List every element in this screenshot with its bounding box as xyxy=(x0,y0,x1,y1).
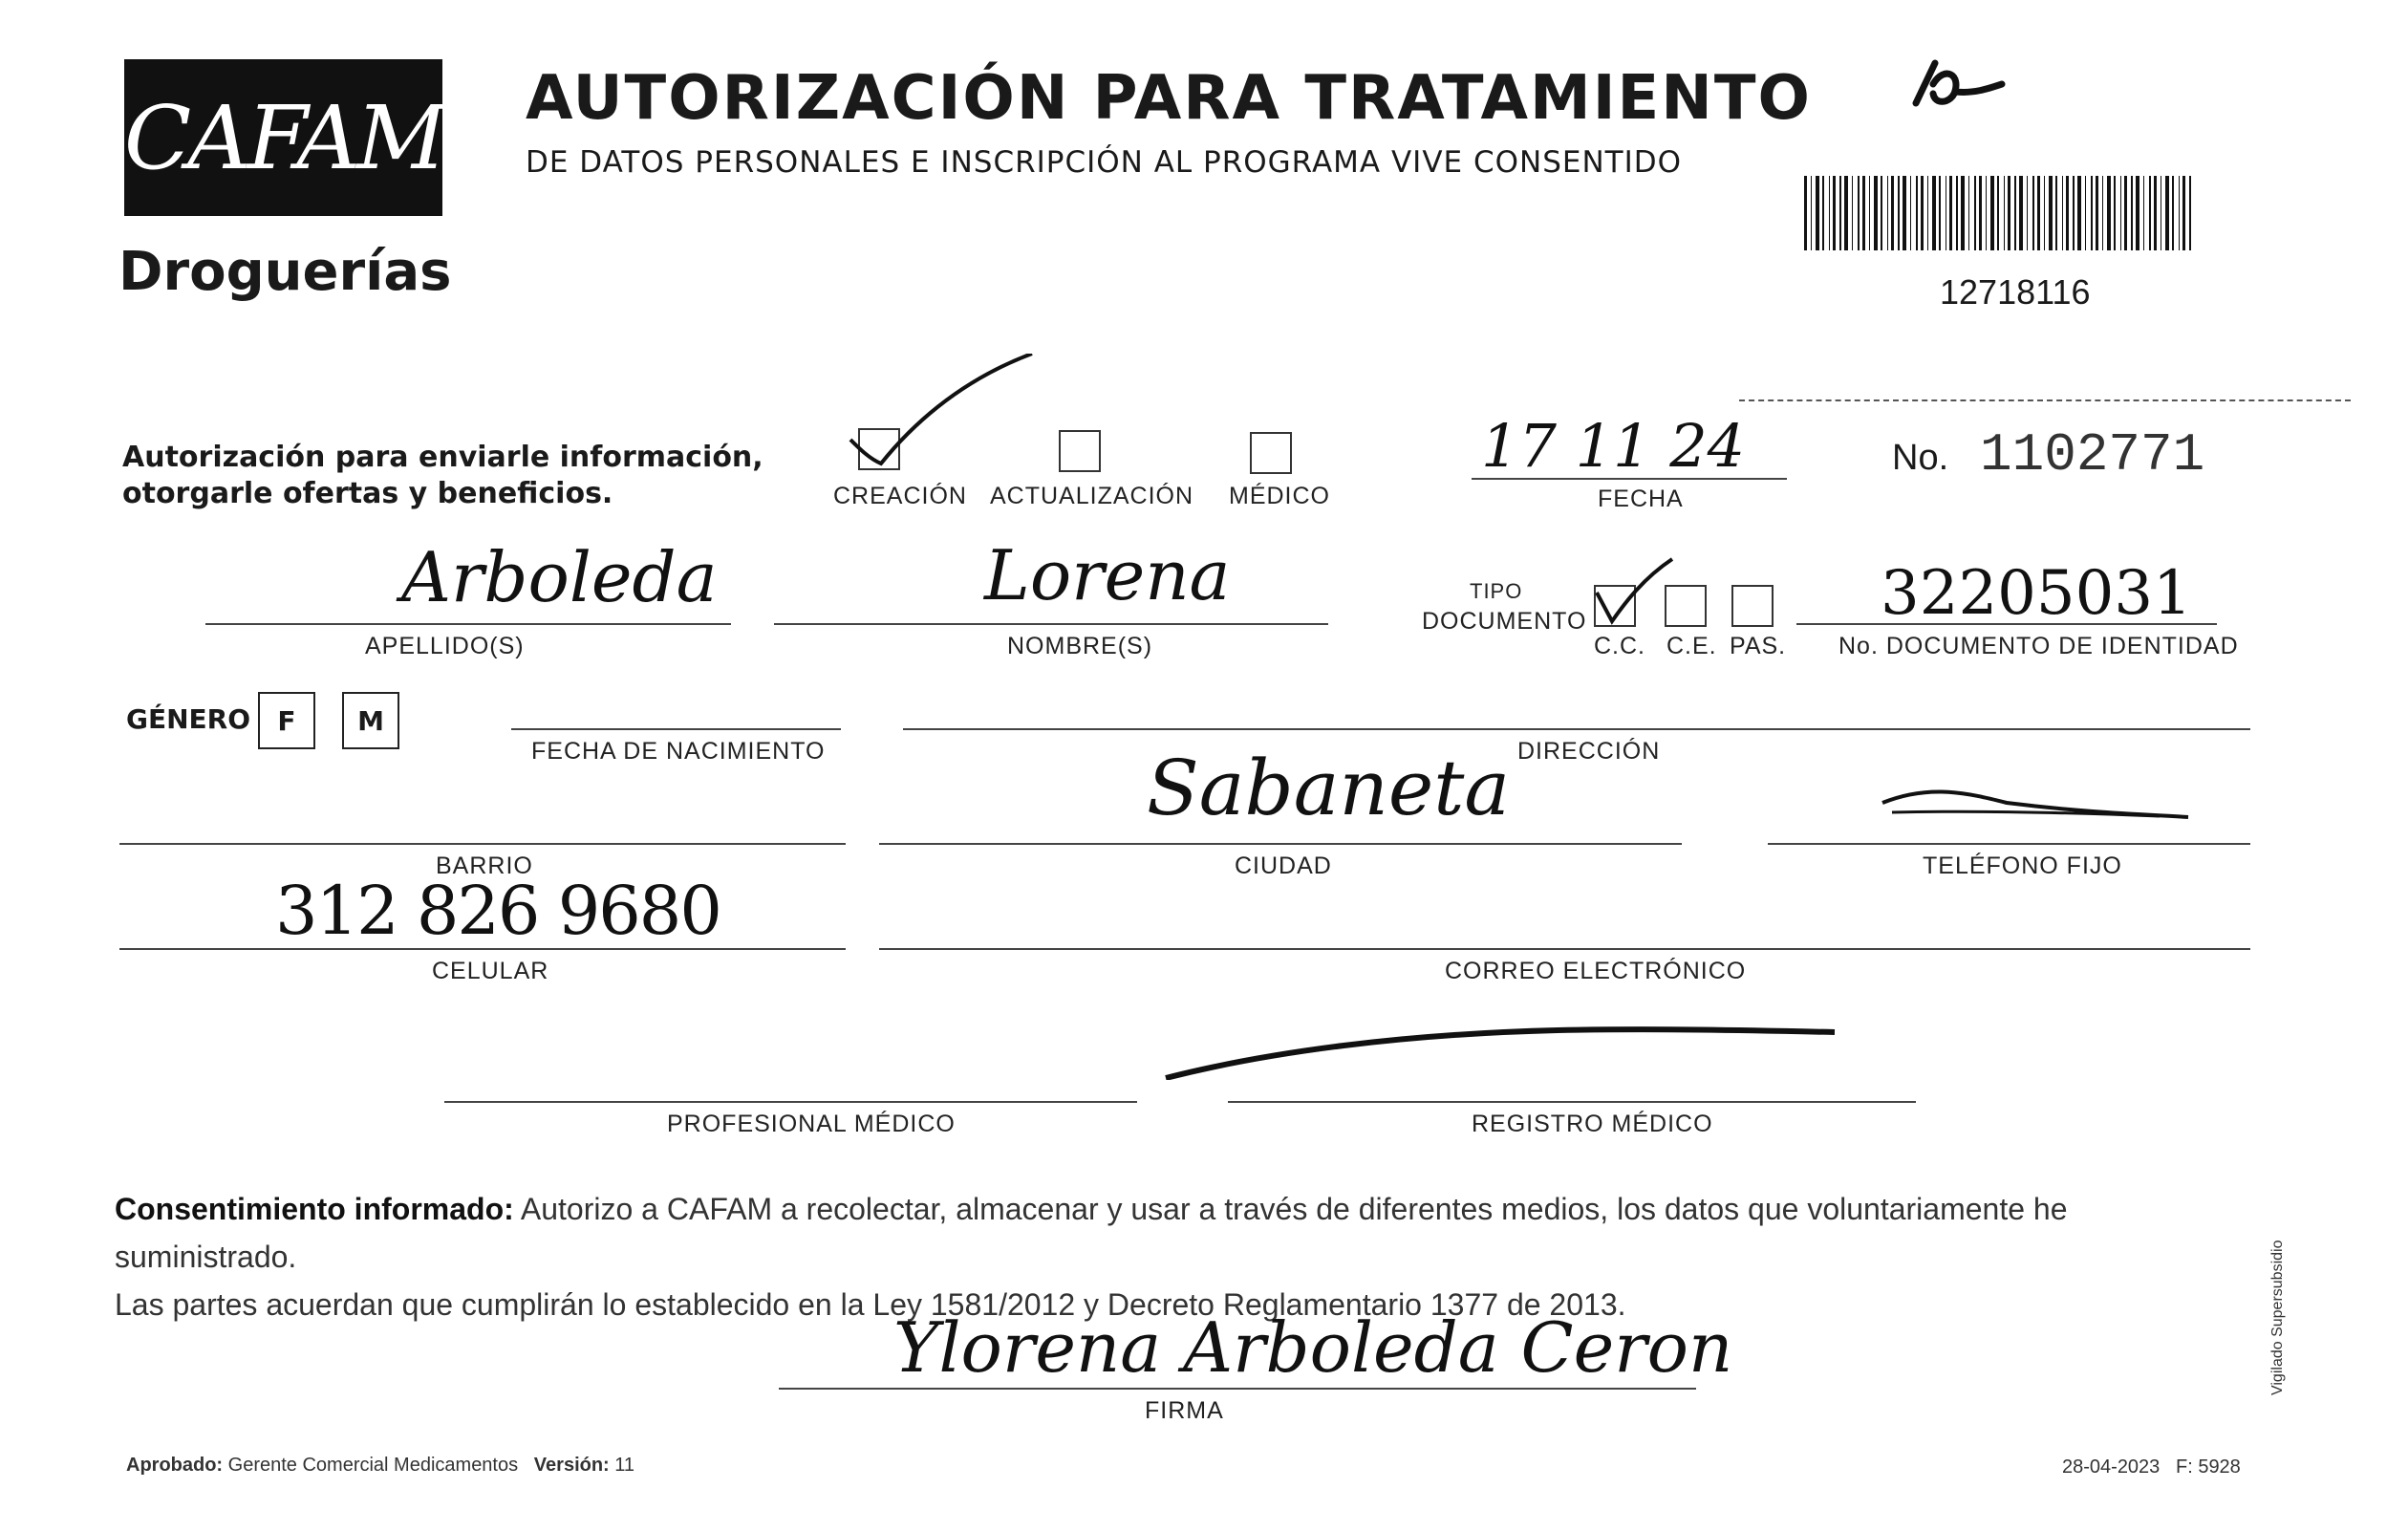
barcode-bar xyxy=(2037,176,2040,250)
label-cc: C.C. xyxy=(1594,633,1645,659)
barcode-bar xyxy=(2165,176,2169,250)
barcode-bar xyxy=(1844,176,1848,250)
barcode-bar xyxy=(1921,176,1924,250)
barcode-bar xyxy=(1939,176,1941,250)
registro-label: REGISTRO MÉDICO xyxy=(1472,1111,1713,1137)
barcode-bar xyxy=(1949,176,1952,250)
barcode-number: 12718116 xyxy=(1940,272,2091,312)
fecha-label: FECHA xyxy=(1598,485,1684,512)
barcode-bar xyxy=(1891,176,1894,250)
barcode-bar xyxy=(2004,176,2005,250)
celular-line xyxy=(119,948,846,950)
label-ce: C.E. xyxy=(1666,633,1717,659)
barcode-bar xyxy=(1811,176,1812,250)
consent-line2: Las partes acuerdan que cumplirán lo establecido en la Ley 1581/2012 y Decreto Reglamentario 1377 de 2013. xyxy=(115,1287,1626,1322)
barcode-bar xyxy=(1858,176,1860,250)
barcode-bar xyxy=(1979,176,1982,250)
direccion-line xyxy=(903,728,2250,730)
barcode-bar xyxy=(1986,176,1987,250)
top-dashed-rule xyxy=(1739,399,2351,401)
profesional-label: PROFESIONAL MÉDICO xyxy=(667,1111,956,1137)
signature-line xyxy=(779,1388,1696,1390)
checkmark-icon xyxy=(841,354,1051,478)
barcode-bar xyxy=(1956,176,1958,250)
auth-text-line1: Autorización para enviarle información, xyxy=(122,441,763,474)
barcode-bar xyxy=(2120,176,2121,250)
doc-number-line xyxy=(1796,623,2217,625)
no-value: 1102771 xyxy=(1980,424,2205,485)
telefono-label: TELÉFONO FIJO xyxy=(1923,852,2122,879)
label-creacion: CREACIÓN xyxy=(833,483,967,509)
aprobado-value: Gerente Comercial Medicamentos xyxy=(227,1455,519,1476)
correo-line xyxy=(879,948,2250,950)
telefono-line xyxy=(1768,843,2250,845)
celular-label: CELULAR xyxy=(432,958,549,984)
direccion-label: DIRECCIÓN xyxy=(1517,738,1661,765)
barcode-bar xyxy=(2014,176,2016,250)
footer-code: F: 5928 xyxy=(2175,1456,2241,1478)
label-pas: PAS. xyxy=(1730,633,1787,659)
doc-number-label: No. DOCUMENTO DE IDENTIDAD xyxy=(1838,633,2239,659)
checkbox-ce[interactable] xyxy=(1665,585,1707,627)
barcode-bar xyxy=(1829,176,1830,250)
footer-right xyxy=(2062,1456,2241,1478)
barcode-bar xyxy=(1874,176,1878,250)
genero-f-box[interactable]: F xyxy=(258,692,315,749)
barcode-bar xyxy=(1910,176,1911,250)
checkbox-pas[interactable] xyxy=(1731,585,1774,627)
barcode-bar xyxy=(1804,176,1807,250)
barcode-bar xyxy=(2107,176,2111,250)
barcode-bar xyxy=(1898,176,1900,250)
fecha-nac-label: FECHA DE NACIMIENTO xyxy=(531,738,826,765)
barcode-bar xyxy=(1974,176,1976,250)
barcode-bar xyxy=(1968,176,1969,250)
profesional-dash-stroke xyxy=(1156,1023,1844,1080)
apellidos-label: APELLIDO(S) xyxy=(365,633,525,659)
barcode-bar xyxy=(1833,176,1836,250)
barcode xyxy=(1804,176,2196,250)
genero-m-box[interactable]: M xyxy=(342,692,399,749)
barcode-bar xyxy=(2124,176,2127,250)
apellidos-line xyxy=(205,623,731,625)
nombres-line xyxy=(774,623,1328,625)
apellidos-value[interactable]: Arboleda xyxy=(401,537,718,617)
celular-value[interactable]: 312 826 9680 xyxy=(275,872,720,950)
aprobado-label: Aprobado: xyxy=(126,1455,224,1476)
consent-bold: Consentimiento informado: xyxy=(115,1192,514,1226)
fecha-value[interactable]: 17 11 24 xyxy=(1481,411,1746,481)
barcode-bar xyxy=(1881,176,1882,250)
barcode-bar xyxy=(2085,176,2086,250)
barcode-bar xyxy=(1852,176,1853,250)
auth-text xyxy=(122,440,763,512)
genero-label: GÉNERO xyxy=(126,703,251,735)
tipo-label-1: TIPO xyxy=(1470,579,1523,603)
logo-text: CAFAM xyxy=(123,86,443,189)
checkbox-medico[interactable] xyxy=(1250,432,1292,474)
tipo-label-2: DOCUMENTO xyxy=(1422,608,1587,635)
barcode-bar xyxy=(2091,176,2093,250)
barcode-bar xyxy=(2143,176,2144,250)
barcode-bar xyxy=(2179,176,2180,250)
barcode-bar xyxy=(1916,176,1918,250)
fecha-nac-line xyxy=(511,728,841,730)
barrio-line xyxy=(119,843,846,845)
consent-line1 xyxy=(115,1185,2255,1281)
barcode-bar xyxy=(1887,176,1888,250)
auth-text-line2: otorgarle ofertas y beneficios. xyxy=(122,477,613,510)
barcode-bar xyxy=(2114,176,2116,250)
barcode-bar xyxy=(2062,176,2063,250)
ciudad-value[interactable]: Sabaneta xyxy=(1147,744,1511,832)
telefono-dash-stroke xyxy=(1873,774,2198,841)
barcode-bar xyxy=(1961,176,1965,250)
barcode-bar xyxy=(2189,176,2191,250)
doc-number-value[interactable]: 32205031 xyxy=(1881,558,2192,629)
no-label: No. xyxy=(1892,438,1949,478)
signature-label: FIRMA xyxy=(1145,1397,1224,1424)
label-medico: MÉDICO xyxy=(1229,483,1330,509)
form-subtitle: DE DATOS PERSONALES E INSCRIPCIÓN AL PROGRAMA VIVE CONSENTIDO xyxy=(526,145,1683,180)
barcode-bar xyxy=(2136,176,2139,250)
profesional-line xyxy=(444,1101,1137,1103)
signature-value[interactable]: Ylorena Arboleda Ceron xyxy=(893,1307,1733,1388)
handwritten-mark-icon xyxy=(1897,46,2011,122)
barcode-bar xyxy=(2055,176,2057,250)
barcode-bar xyxy=(2049,176,2053,250)
footer-left xyxy=(126,1455,634,1477)
version-value: 11 xyxy=(614,1455,635,1476)
barcode-bar xyxy=(2073,176,2075,250)
form-title: AUTORIZACIÓN PARA TRATAMIENTO xyxy=(526,63,1812,134)
barcode-bar xyxy=(1816,176,1819,250)
barcode-bar xyxy=(2019,176,2023,250)
ciudad-label: CIUDAD xyxy=(1235,852,1332,879)
side-text: Vigilado Supersubsidio xyxy=(2269,1240,2286,1395)
registro-line xyxy=(1228,1101,1916,1103)
barcode-bar xyxy=(2077,176,2081,250)
barcode-bar xyxy=(2102,176,2103,250)
label-actualizacion: ACTUALIZACIÓN xyxy=(990,483,1194,509)
brand-subtitle: Droguerías xyxy=(118,241,452,303)
barcode-bar xyxy=(1862,176,1865,250)
barcode-bar xyxy=(1869,176,1870,250)
checkbox-actualizacion[interactable] xyxy=(1059,430,1101,472)
barcode-bar xyxy=(1903,176,1906,250)
barcode-bar xyxy=(2044,176,2045,250)
barcode-bar xyxy=(1997,176,1999,250)
barcode-bar xyxy=(2154,176,2157,250)
barrio-label: BARRIO xyxy=(436,852,533,879)
consent-text1: Autorizo a CAFAM a recolectar, almacenar y usar a través de diferentes medios, los datos que voluntariamente he suministrado. xyxy=(115,1192,2068,1274)
correo-label: CORREO ELECTRÓNICO xyxy=(1445,958,1747,984)
barcode-bar xyxy=(2131,176,2133,250)
barcode-bar xyxy=(2032,176,2034,250)
nombres-value[interactable]: Lorena xyxy=(984,535,1231,615)
cafam-logo xyxy=(124,59,442,216)
fecha-line xyxy=(1472,478,1787,480)
barcode-bar xyxy=(2008,176,2010,250)
barcode-bar xyxy=(1990,176,1994,250)
ciudad-line xyxy=(879,843,1682,845)
barcode-bar xyxy=(1932,176,1936,250)
barcode-bar xyxy=(1822,176,1824,250)
barcode-bar xyxy=(1927,176,1928,250)
barcode-bar xyxy=(2027,176,2028,250)
barcode-bar xyxy=(2172,176,2174,250)
footer-date: 28-04-2023 xyxy=(2062,1456,2161,1478)
barcode-bar xyxy=(2066,176,2069,250)
nombres-label: NOMBRE(S) xyxy=(1007,633,1153,659)
version-label: Versión: xyxy=(533,1455,610,1476)
barcode-bar xyxy=(2182,176,2185,250)
barcode-bar xyxy=(2149,176,2151,250)
barcode-bar xyxy=(2096,176,2098,250)
barcode-bar xyxy=(1839,176,1841,250)
